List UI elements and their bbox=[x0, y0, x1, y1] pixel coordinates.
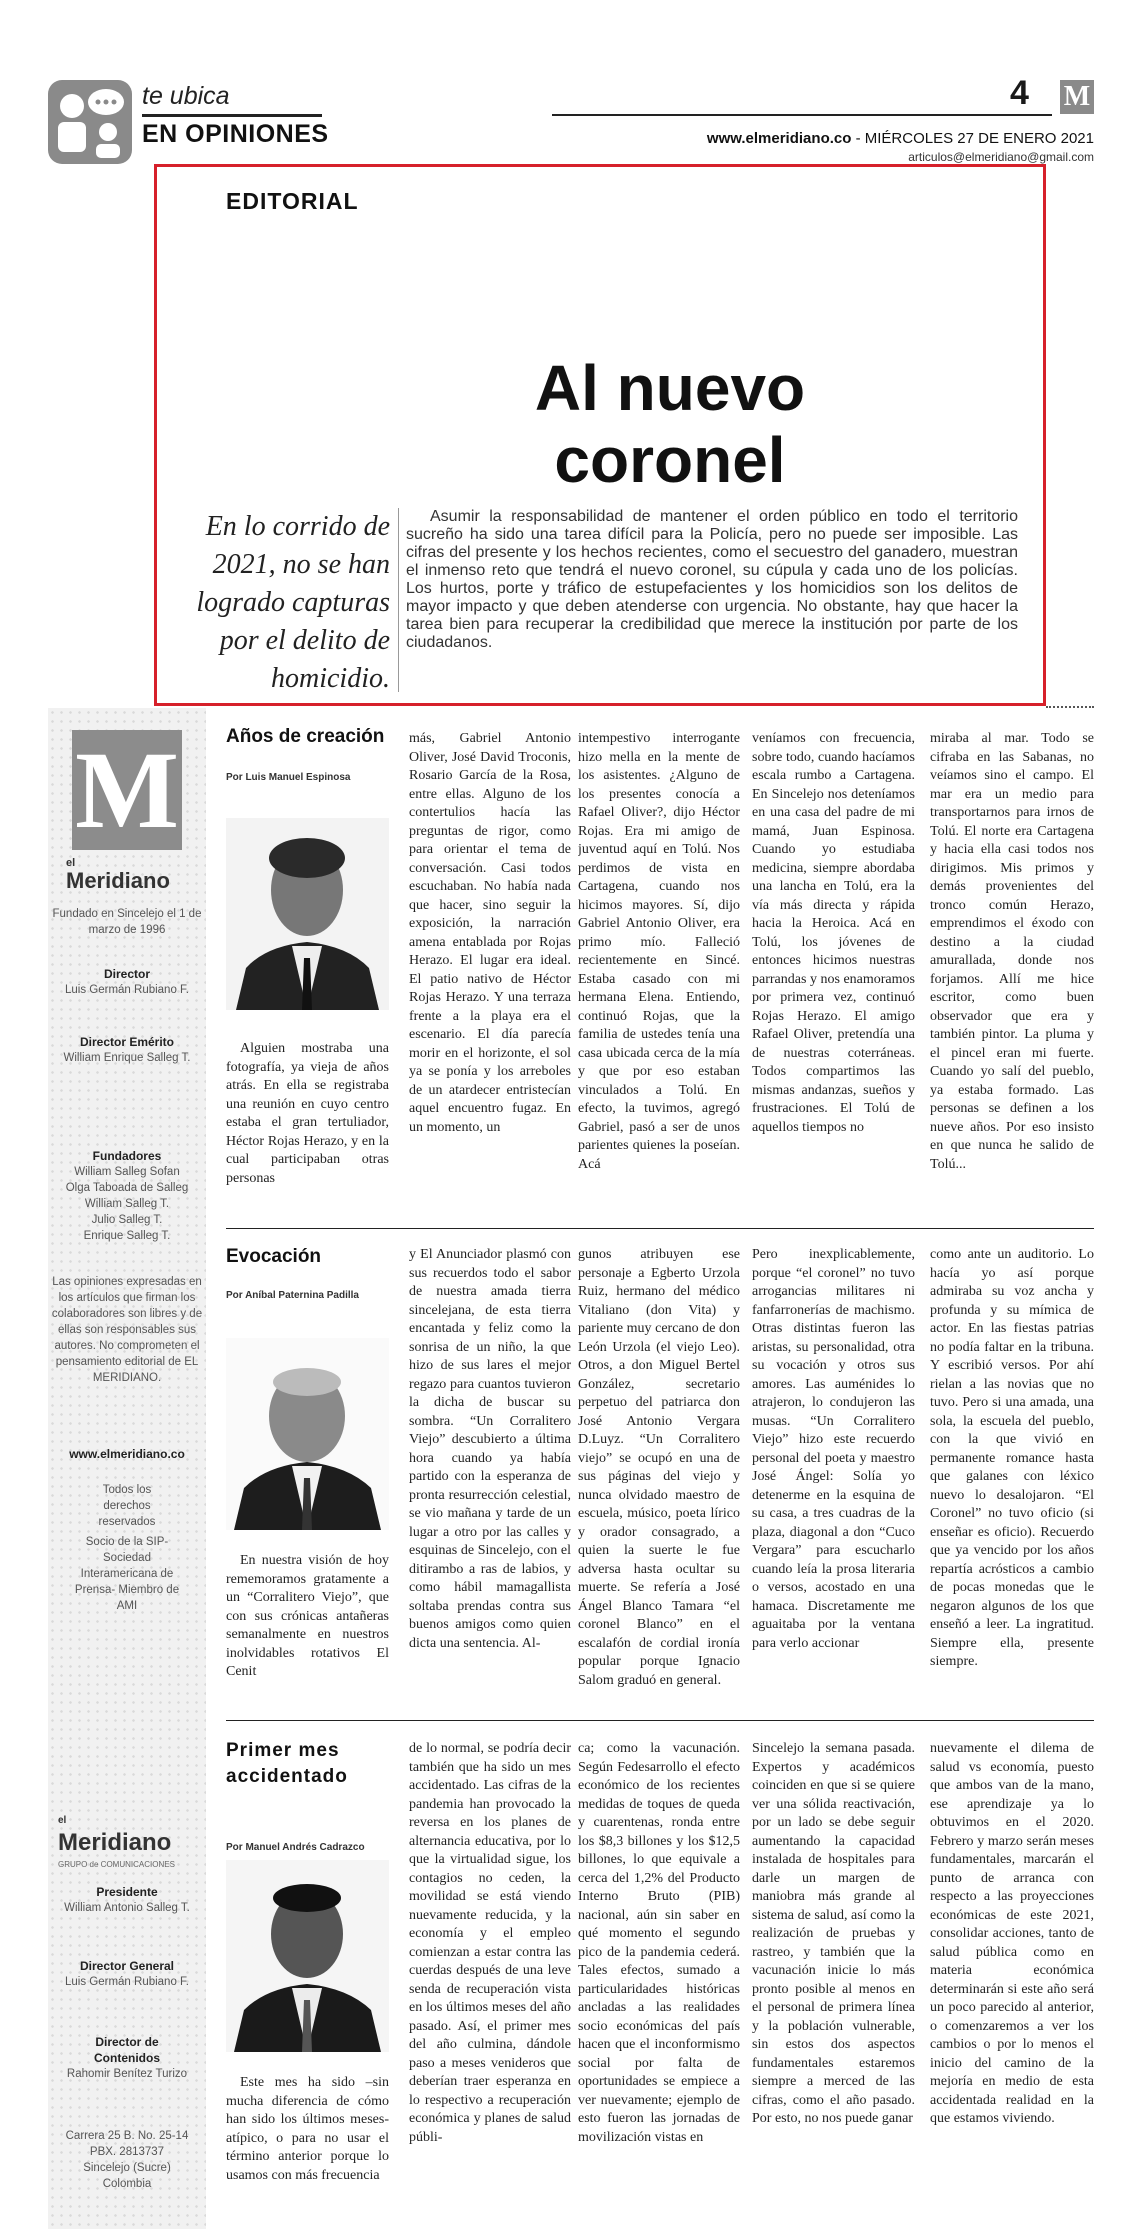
section-logo-icon bbox=[48, 80, 132, 164]
article-column: de lo normal, se podría decir también que ha sido un mes accidentado. Las cifras de la pandemia han provocado la reversa en los planes de alternancia educativa, por lo que la virtualidad sigue, los contagios no ceden, la movilidad se está viendo nuevamente reducida, y la economía y el empleo comienzan a estar contra las cuerdas después de una leve senda de recuperación vista en los últimos meses del año pasado. Así, el primer mes del año culmina, dándole paso a meses venideros que deberían traer esperanza en lo respectivo a recuperación económica y planes de salud públi- bbox=[409, 1741, 571, 2145]
article-column: Este mes ha sido –sin mucha diferencia de cómo han sido los últimos meses- atípico, o para no usar el término anterior porque lo usamos con más frecuencia bbox=[226, 2075, 389, 2183]
founder-name: Olga Taboada de Salleg bbox=[65, 1182, 189, 1194]
article-column: Pero inexplicablemente, porque “el coronel” no tuvo arrogancias militares ni fanfarronerías de machismo. Otras distintas fueron las aristas, su personalidad, otra su vocación y otros sus amores. Las auménides lo atrajeron, lo condujeron las musas. “Un Corralitero Viejo” hizo este recuerdo personal del poeta y maestro José Ángel: Solía yo detenerme en la esquina de su casa, a tres cuadras de la plaza, diagonal a don “Cuco Vergara” para escucharlo cuando leía la prosa literaria o versos, acostado en una hamaca. Discretamente me aguaitaba por la ventana para verlo accionar bbox=[752, 1247, 915, 1651]
article-column: nuevamente el dilema de salud vs economía, puesto que ambos van de la mano, ese aprendizaje ya lo obtuvimos en el 2020. Febrero y marzo serán meses fundamentales, marcarán el punto de arranca con respecto a las proyecciones económicas de este 2021, consolidar acciones, tanto de salud pública como en materia económica determinarán si este año será un poco parecido al anterior, o comenzaremos a ver los cambios o por lo menos el inicio del camino de la mejoría en medio de esta accidentada realidad en la que estamos viviendo. bbox=[930, 1741, 1094, 2126]
person-portrait-icon bbox=[226, 1860, 389, 2052]
president-name: William Antonio Salleg T. bbox=[64, 1902, 190, 1914]
content-director-name: Rahomir Benítez Turizo bbox=[66, 2068, 188, 2080]
article-column: veníamos con frecuencia, sobre todo, cuando hacíamos escala rumbo a Cartagena. En Sincelejo nos deteníamos en una casa del padre de mi mamá, Juan Espinosa. Cuando yo estudiaba medicina, siempre abordaba una lancha en Tolú, era la vía más directa y rápida hacia la Heroica. Acá en Tolú, los jóvenes de entonces hicimos nuestras parrandas y nos enamoramos por primera vez, continuó Rojas Herazo. El amigo Rafael Oliver, pretendía una de nuestras coterráneas. Todos compartimos las mismas andanzas, sueños y frustraciones. El Tolú de aquellos tiempos no bbox=[752, 731, 915, 1135]
article-divider bbox=[226, 1228, 1094, 1229]
phone: PBX. 2813737 bbox=[89, 2146, 165, 2158]
article-byline: Por Luis Manuel Espinosa bbox=[226, 772, 351, 783]
kicker-rule bbox=[142, 114, 322, 117]
article-byline: Por Aníbal Paternina Padilla bbox=[226, 1290, 359, 1301]
article-column: como ante un auditorio. Lo hacía yo así porque admiraba su voz ancha y profunda y su mímica de actor. En las fiestas patrias no podía faltar en la tribuna. Y escribió versos. Por ahí rielan a las novias que no tuvo. Pero si una amada, una sola, la escuela del pueblo, con la que vivió en permanente romance hasta que galanes con léxico nuevo lo desalojaron. “El Coronel” no tuvo oficio (si enseñar es oficio). Recuerdo que ya vencido por los años repartía acrósticos a cambio de pocas monedas que le negaron algunos de los que enseñó a leer. La ingratitud. Siempre ella, presente siempre. bbox=[930, 1247, 1094, 1669]
article-byline: Por Manuel Andrés Cadrazco bbox=[226, 1842, 365, 1853]
article-column: ca; como la vacunación. Según Fedesarrollo el efecto económico de los recientes medidas de toques de queda y cuarentenas, ronda entre los $8,3 billones y los $12,5 billones, lo que equivale a cerca del 1,2% del Producto Interno Bruto (PIB) nacional, aún sin saber en qué momento el segundo pico de la pandemia cederá. Tales efectos, sumado a particularidades históricas ancladas a las realidades socio económicas del país hacen que el inconformismo social por falta de oportunidades se empiece a ver nuevamente; ejemplo de esto fueron las jornadas de movilización vistas en bbox=[578, 1741, 740, 2145]
page-number: 4 bbox=[1010, 74, 1029, 112]
article-column: En nuestra visión de hoy rememoramos gratamente a un “Corralitero Viejo”, que con sus crónicas antañeras semanalmente en nuestros inolvidables rotativos El Cenit bbox=[226, 1553, 389, 1679]
content-director-label: Director de Contenidos bbox=[94, 2035, 160, 2065]
founded-note: Fundado en Sincelejo el 1 de marzo de 1996 bbox=[52, 908, 202, 936]
country: Colombia bbox=[102, 2178, 152, 2190]
dateline bbox=[700, 130, 1094, 147]
disclaimer: Las opiniones expresadas en los artículos que firman los colaboradores son libres y de ellas son responsables sus autores. No comprometen el pensamiento editorial de EL MERIDIANO. bbox=[51, 1276, 203, 1384]
masthead-sidebar bbox=[48, 708, 206, 2229]
header-rule bbox=[552, 114, 1052, 116]
membership-note: Socio de la SIP-Sociedad Interamericana de Prensa- Miembro de AMI bbox=[74, 1536, 180, 1612]
editorial-label: EDITORIAL bbox=[226, 188, 359, 214]
address: Carrera 25 B. No. 25-14 bbox=[65, 2130, 189, 2142]
group-logo: el Meridiano GRUPO de COMUNICACIONES bbox=[58, 1815, 175, 1869]
article-column: intempestivo interrogante hizo mella en la mente de los asistentes. ¿Alguno de los presentes conocía a Rafael Oliver?, dijo Héctor Rojas. Era mi amigo de juventud aquí en Tolú. Nos perdimos de vista en Cartagena, cuando nos hicimos mayores. Sí, dijo Gabriel Antonio Oliver, era primo mío. Falleció recientemente en Sincé. Estaba casado con mi hermana Elena. Entiendo, continuó Rojas, que la familia de ustedes tenía una casa ubicada cerca de la mía y que por eso estaban vinculados a Tolú. En efecto, la tuvimos, agregó Gabriel, pasó a ser de unos parientes quienes la poseían. Acá bbox=[578, 731, 740, 1172]
section-kicker: te ubica bbox=[142, 82, 230, 110]
person-portrait-icon bbox=[226, 1338, 389, 1530]
author-photo bbox=[226, 818, 389, 1010]
founder-name: William Salleg T. bbox=[84, 1198, 170, 1210]
director-emeritus-name: William Enrique Salleg T. bbox=[63, 1052, 191, 1064]
masthead-logo-name: el Meridiano bbox=[66, 857, 170, 893]
brand-logo-icon: M bbox=[1060, 80, 1094, 114]
article-column: miraba al mar. Todo se cifraba en las Sabanas, no veíamos sino el campo. El mar era un medio para transportarnos para irnos de Tolú. El norte era Cartagena y hacia ella casi todos nos dirigimos. Mis primos y demás provenientes del tronco común Herazo, emprendimos el éxodo con destino a la ciudad amurallada, donde nos forjamos. Allí me hice escritor, como buen observador que era y también pintor. La pluma y el pincel eran mi fuerte. Cuando yo salí del pueblo, ya estaba formado. Las personas se definen a los nueve años. Por eso insisto en que nunca he salido de Tolú... bbox=[930, 731, 1094, 1172]
director-label: Director bbox=[103, 967, 150, 981]
article-title: Evocación bbox=[226, 1246, 322, 1267]
masthead-logo-icon: M bbox=[72, 730, 182, 850]
city: Sincelejo (Sucre) bbox=[83, 2162, 171, 2174]
rights-note: Todos los derechos reservados bbox=[98, 1484, 156, 1528]
person-portrait-icon bbox=[226, 818, 389, 1010]
article-column: Alguien mostraba una fotografía, ya vieja de años atrás. En ella se registraba una reunión en cuyo centro estaba el gran tertuliador, Héctor Rojas Herazo, y en la cual participaban otras personas bbox=[226, 1041, 389, 1186]
author-photo bbox=[226, 1860, 389, 2052]
editorial-body: Asumir la responsabilidad de mantener el orden público en todo el territorio sucreño ha sido una tarea difícil para la Policía, pero no puede ser imposible. Las cifras del presente y los hechos recientes, como el secuestro del ganadero, muestran el inmenso reto que tendrá el nuevo coronel, su cúpula y cada uno de los policías. Los hurtos, porte y tráfico de estupefacientes y los homicidios son los delitos de mayor impacto y que deben atenderse con urgencia. No obstante, hay que hacer la tarea bien para recuperar la credibilidad que merece la institución por parte de los ciudadanos. bbox=[406, 508, 1018, 651]
dotted-divider bbox=[1046, 706, 1094, 708]
director-emeritus-label: Director Emérito bbox=[79, 1035, 175, 1049]
site-link[interactable]: www.elmeridiano.co bbox=[69, 1447, 185, 1461]
founder-name: Enrique Salleg T. bbox=[83, 1230, 171, 1242]
article-title: Años de creación bbox=[226, 726, 385, 747]
website-link[interactable]: www.elmeridiano.co bbox=[706, 130, 852, 147]
director-name: Luis Germán Rubiano F. bbox=[64, 984, 189, 996]
contact-email[interactable]: articulos@elmeridiano@gmail.com bbox=[908, 150, 1094, 164]
article-divider bbox=[226, 1720, 1094, 1721]
founder-name: William Salleg Sofan bbox=[74, 1166, 180, 1178]
founder-name: Julio Salleg T. bbox=[91, 1214, 163, 1226]
author-photo bbox=[226, 1338, 389, 1530]
editorial-pull-quote: En lo corrido de 2021, no se han logrado capturas por el delito de homicidio. bbox=[196, 511, 390, 694]
article-column: y El Anunciador plasmó con sus recuerdos todo el sabor de nuestra amada tierra sincelejana, de esta tierra encantada y feliz como la sonrisa de un niño, la que hizo de sus lares el mejor regazo para cuantos tuvieron la dicha de buscar su sombra. “Un Corralitero Viejo” descubierto a última hora cuando ya había partido con la esperanza de pronta resurrección celestial, se vio mañana y tarde de un lugar a otro por las calles y esquinas de Sincelejo, con el ditirambo a ras de labios, y como hábil mamagallista soltaba prendas contra sus buenos amigos como quien dicta una sentencia. Al- bbox=[409, 1247, 571, 1651]
general-director-name: Luis Germán Rubiano F. bbox=[64, 1976, 189, 1988]
issue-date: - MIÉRCOLES 27 DE ENERO 2021 bbox=[851, 130, 1094, 147]
founders-label: Fundadores bbox=[92, 1149, 162, 1163]
president-label: Presidente bbox=[96, 1885, 158, 1899]
section-title: EN OPINIONES bbox=[142, 120, 329, 148]
article-column: gunos atribuyen ese personaje a Egberto Urzola Ruiz, hermano del médico Vitaliano (don Vita) y pariente muy cercano de don León Urzola (el viejo Leo). Otros, a don Miguel Bertel González, secretario perpetuo del patriarca don José Antonio Vergara D.Luyz. “Un Corralitero viejo” se ocupó en una de sus páginas del viejo y nunca olvidado maestro de escuela, músico, poeta lírico y orador consagrado, a quien la suerte le fue adversa hasta ocultar su muerte. Se refería a José Ángel Blanco Tamara “el coronel Blanco” en el escalafón de cordial ironía popular porque Ignacio Salom graduó en general. bbox=[578, 1247, 740, 1688]
article-column: Sincelejo la semana pasada. Expertos y académicos coinciden en que si se quiere ver una sólida reactivación, por un lado se debe seguir aumentando la capacidad instalada de hospitales para darle un margen de maniobra más grande al sistema de salud, así como la realización de pruebas y rastreo, y también que la vacunación inicie lo más pronto posible al menos en el personal de primera línea y la población vulnerable, sin estos dos aspectos fundamentales estaremos siempre a merced de las cifras, como el año pasado. Por esto, no nos puede ganar bbox=[752, 1741, 915, 2126]
editorial-title: Al nuevo coronel bbox=[534, 352, 806, 496]
article-title: Primer mes accidentado bbox=[226, 1740, 348, 1787]
article-column: más, Gabriel Antonio Oliver, José David Troconis, Rosario García de la Rosa, entre ellas. Alguno de los contertulios hacía las preguntas de rigor, como para orientar el tema de conversación. Casi todos escuchaban. No había nada que hacer, sino seguir la exposición, la narración amena entablada por Rojas Herazo. El lugar era ideal. El patio nativo de Héctor Rojas Herazo. Y una terraza frente a la playa era el escenario. El día parecía morir en el horizonte, el sol ya se ponía y los arreboles de un atardecer entristecían aquel encuentro fugaz. En un momento, un bbox=[409, 731, 571, 1135]
quote-divider bbox=[398, 508, 399, 692]
general-director-label: Director General bbox=[79, 1959, 175, 1973]
